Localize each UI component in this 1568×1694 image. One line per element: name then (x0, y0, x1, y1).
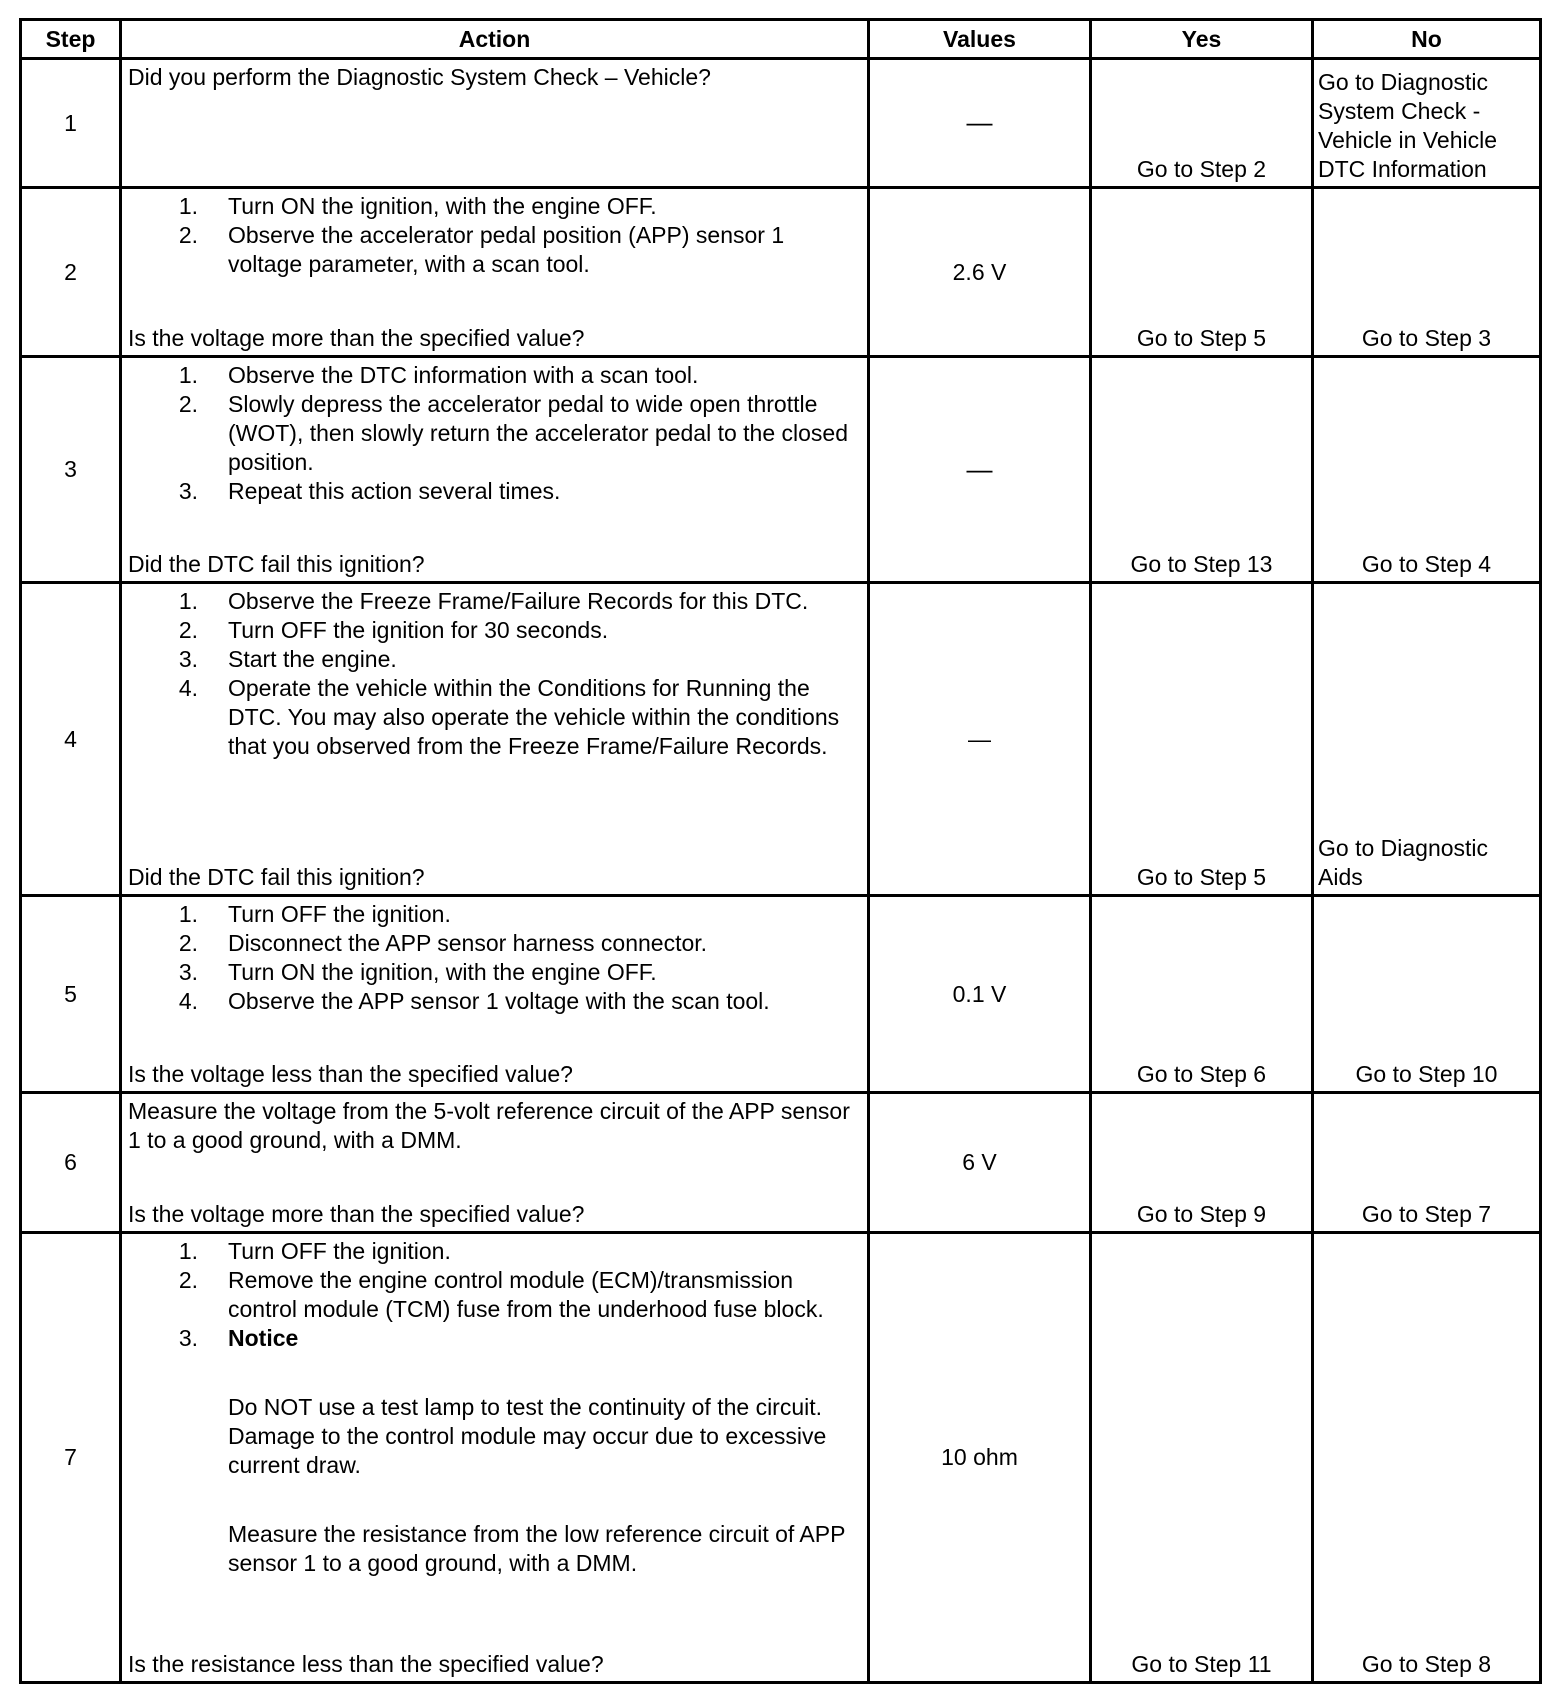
header-no: No (1313, 20, 1541, 59)
step-number: 3 (21, 357, 121, 583)
table-row (21, 357, 1541, 583)
list-item: 3. Start the engine. (178, 646, 397, 672)
list-item: 4. Operate the vehicle within the Conditions for Running the DTC. You may also operate the vehicle within the conditions that you observed from the Freeze Frame/Failure Records. (178, 675, 840, 759)
action-list (128, 897, 859, 1016)
measure-text: Measure the resistance from the low reference circuit of APP sensor 1 to a good ground, with a DMM. (228, 1521, 846, 1576)
header-yes: Yes (1091, 20, 1313, 59)
diagnostic-table (19, 18, 1542, 1684)
no-cell: Go to Step 8 (1313, 1233, 1541, 1683)
no-cell: Go to Step 4 (1313, 357, 1541, 583)
action-cell (121, 188, 869, 357)
notice-label: Notice (228, 1325, 299, 1351)
list-item: 1. Turn OFF the ignition. (178, 901, 451, 927)
list-item: 3. Repeat this action several times. (178, 478, 561, 504)
no-cell: Go to Step 10 (1313, 896, 1541, 1093)
yes-cell: Go to Step 5 (1091, 188, 1313, 357)
notice-text: Do NOT use a test lamp to test the continuity of the circuit. Damage to the control module may occur due to excessive current draw. (228, 1394, 827, 1478)
value-cell (869, 59, 1091, 188)
action-cell (121, 59, 869, 188)
no-cell: Go to Step 7 (1313, 1093, 1541, 1233)
list-item: 1. Turn ON the ignition, with the engine OFF. (178, 193, 657, 219)
table-row (21, 1233, 1541, 1683)
value-cell: 0.1 V (869, 896, 1091, 1093)
yes-cell: Go to Step 2 (1091, 59, 1313, 188)
step-number: 2 (21, 188, 121, 357)
action-list (128, 584, 859, 761)
header-step: Step (21, 20, 121, 59)
action-cell (121, 357, 869, 583)
step-number: 7 (21, 1233, 121, 1683)
table-row (21, 59, 1541, 188)
action-question: Is the voltage less than the specified value? (128, 1061, 573, 1087)
yes-cell: Go to Step 13 (1091, 357, 1313, 583)
value-cell: — (869, 583, 1091, 896)
value-cell: 10 ohm (869, 1233, 1091, 1683)
action-question: Is the voltage more than the specified value? (128, 1201, 585, 1227)
yes-cell: Go to Step 9 (1091, 1093, 1313, 1233)
list-item: 2. Observe the accelerator pedal position (APP) sensor 1 voltage parameter, with a scan tool. (178, 222, 785, 277)
value-text: — (966, 453, 993, 484)
no-cell: Go to Step 3 (1313, 188, 1541, 357)
list-item: 1. Turn OFF the ignition. (178, 1238, 451, 1264)
value-cell (869, 357, 1091, 583)
list-item: 1. Observe the Freeze Frame/Failure Records for this DTC. (178, 588, 809, 614)
value-cell: 6 V (869, 1093, 1091, 1233)
yes-cell: Go to Step 11 (1091, 1233, 1313, 1683)
step-number: 4 (21, 583, 121, 896)
action-cell (121, 896, 869, 1093)
action-cell (121, 1093, 869, 1233)
value-text: — (966, 107, 993, 137)
table-row (21, 1093, 1541, 1233)
action-question: Is the voltage more than the specified value? (128, 325, 585, 351)
yes-cell: Go to Step 6 (1091, 896, 1313, 1093)
step-number: 6 (21, 1093, 121, 1233)
list-item: 3. Turn ON the ignition, with the engine OFF. (178, 959, 657, 985)
header-values: Values (869, 20, 1091, 59)
header-row (21, 20, 1541, 59)
list-item: 3. Notice Do NOT use a test lamp to test the continuity of the circuit. Damage to the control module may occur due to excessive current draw. Measure the resistance from the low reference circuit of APP sensor 1 to a good ground, with a DMM. (128, 1324, 859, 1578)
no-cell: Go to Diagnostic System Check - Vehicle in Vehicle DTC Information (1313, 59, 1541, 188)
action-question: Did the DTC fail this ignition? (128, 551, 425, 577)
list-item: 2. Slowly depress the accelerator pedal to wide open throttle (WOT), then slowly return the accelerator pedal to the closed position. (178, 391, 849, 475)
list-item: 1. Observe the DTC information with a scan tool. (178, 362, 699, 388)
step-number: 1 (21, 59, 121, 188)
list-item: 2. Turn OFF the ignition for 30 seconds. (178, 617, 609, 643)
yes-cell: Go to Step 5 (1091, 583, 1313, 896)
list-item: 2. Remove the engine control module (ECM)/transmission control module (TCM) fuse from the underhood fuse block. (178, 1267, 824, 1322)
action-intro: Measure the voltage from the 5-volt reference circuit of the APP sensor 1 to a good ground, with a DMM. (128, 1098, 850, 1153)
action-question: Is the resistance less than the specified value? (128, 1651, 604, 1677)
step-number: 5 (21, 896, 121, 1093)
value-cell: 2.6 V (869, 188, 1091, 357)
action-list (128, 1234, 859, 1578)
action-cell (121, 583, 869, 896)
action-list (128, 358, 859, 506)
action-cell (121, 1233, 869, 1683)
table-row (21, 188, 1541, 357)
action-intro: Did you perform the Diagnostic System Check – Vehicle? (128, 64, 711, 90)
header-action: Action (121, 20, 869, 59)
list-item: 2. Disconnect the APP sensor harness connector. (178, 930, 708, 956)
table-row (21, 583, 1541, 896)
no-cell: Go to Diagnostic Aids (1313, 583, 1541, 896)
table-row (21, 896, 1541, 1093)
diagnostic-table-container (19, 18, 1539, 1682)
action-list (128, 189, 859, 279)
action-question: Did the DTC fail this ignition? (128, 864, 425, 890)
list-item: 4. Observe the APP sensor 1 voltage with the scan tool. (178, 988, 770, 1014)
